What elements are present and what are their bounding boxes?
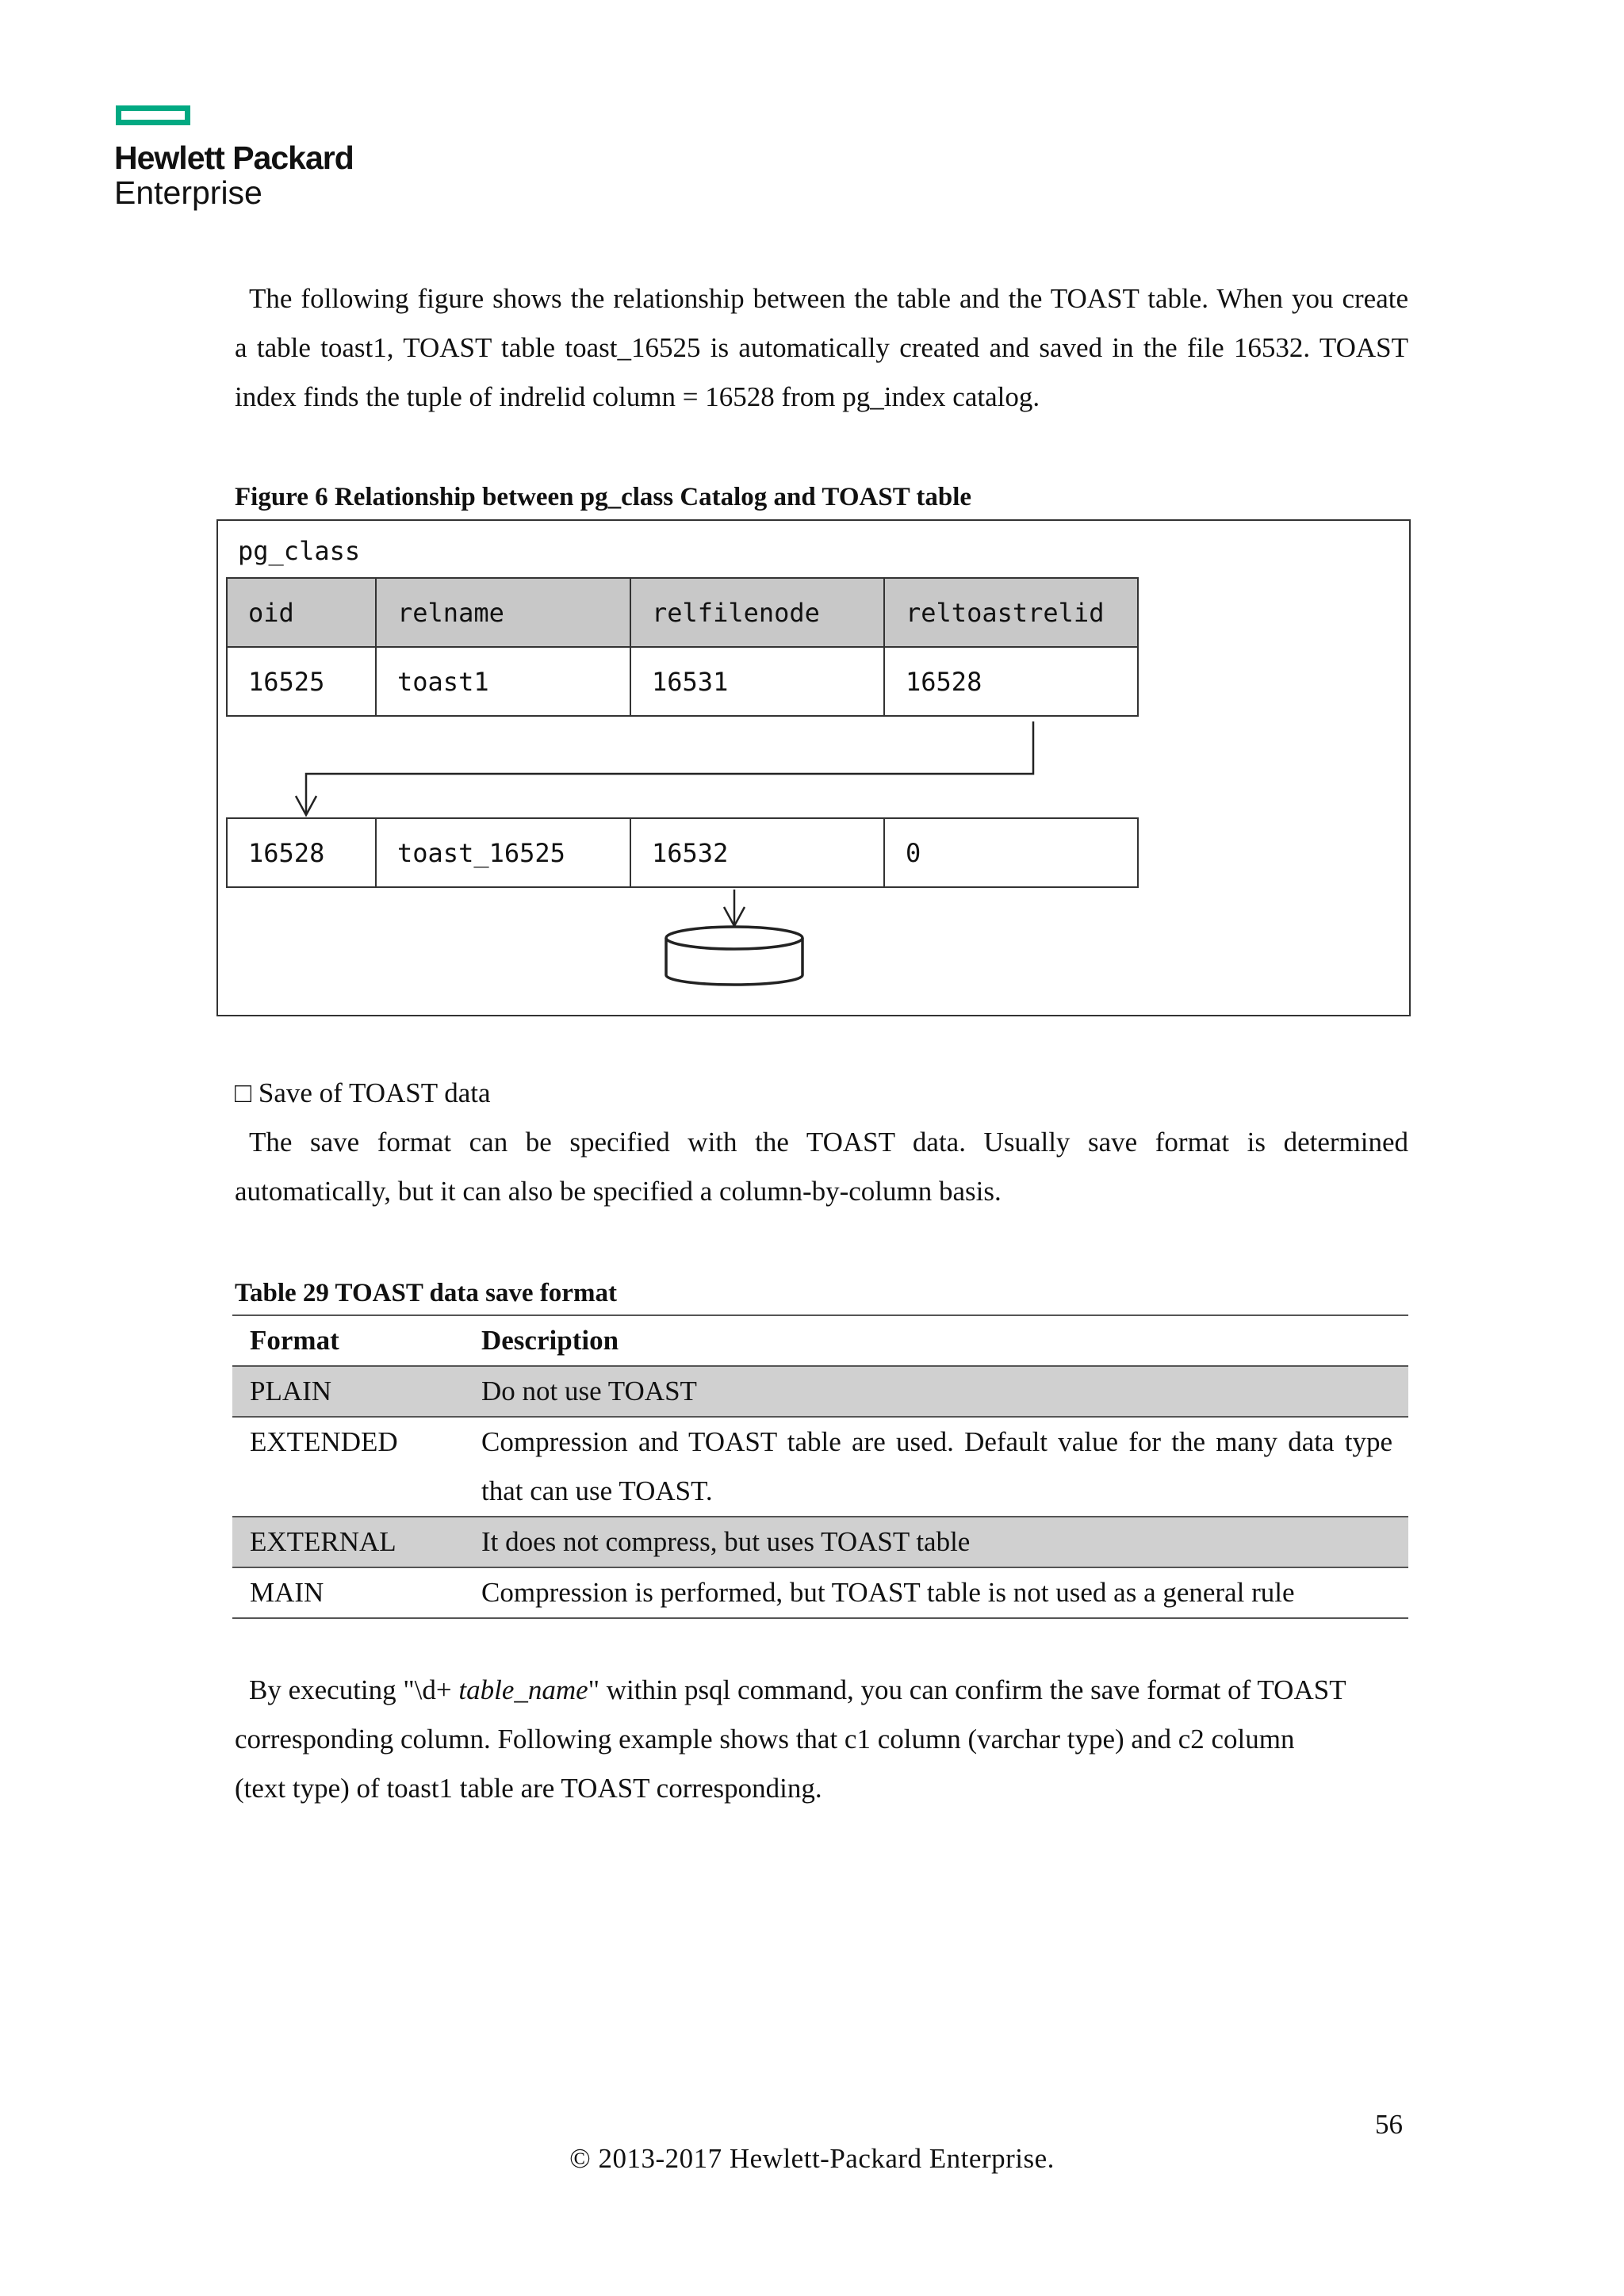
figure-label: pg_class	[238, 536, 361, 566]
database-cylinder-icon	[666, 927, 802, 985]
description-cell: It does not compress, but uses TOAST table	[464, 1517, 1408, 1567]
logo-text-line1: Hewlett Packard	[114, 140, 354, 176]
header-cell: relfilenode	[630, 578, 884, 647]
table-name-placeholder: table_name	[458, 1674, 588, 1705]
table-cell: 16528	[227, 818, 376, 887]
format-cell: PLAIN	[232, 1366, 464, 1417]
page-number: 56	[1375, 2109, 1403, 2140]
copyright-footer: © 2013-2017 Hewlett-Packard Enterprise.	[569, 2143, 1055, 2174]
description-cell: Do not use TOAST	[464, 1366, 1408, 1417]
description-cell: Compression and TOAST table are used. Default value for the many data type that can use TOAST.	[481, 1426, 1392, 1506]
section-line: automatically, but it can also be specified a column-by-column basis.	[235, 1176, 1002, 1207]
header-cell: Description	[481, 1325, 619, 1356]
header-cell: relname	[376, 578, 630, 647]
closing-paragraph	[235, 1666, 1408, 1813]
section-heading: □ Save of TOAST data	[235, 1077, 491, 1108]
table-row	[232, 1567, 1408, 1618]
table-cell: toast_16525	[376, 818, 630, 887]
save-section	[235, 1069, 1408, 1216]
table-row	[232, 1517, 1408, 1567]
logo-text-line2: Enterprise	[114, 174, 262, 211]
table-header-row	[232, 1315, 1408, 1366]
header-cell: oid	[227, 578, 376, 647]
format-cell: EXTERNAL	[232, 1517, 464, 1567]
intro-line: The following figure shows the relationship between the table and the TOAST table. When you create	[249, 283, 1408, 314]
format-cell: EXTENDED	[250, 1426, 398, 1457]
figure-caption: Figure 6 Relationship between pg_class Catalog and TOAST table	[235, 483, 972, 511]
intro-line: a table toast1, TOAST table toast_16525 is automatically created and saved in the file 16532. TOAST	[235, 332, 1408, 363]
table-row	[232, 1366, 1408, 1417]
closing-line-post: " within psql command, you can confirm the save format of TOAST	[588, 1674, 1346, 1705]
save-format-table	[232, 1314, 1408, 1619]
closing-line: corresponding column. Following example shows that c1 column (varchar type) and c2 column	[235, 1724, 1295, 1755]
reference-arrow-line	[306, 721, 1033, 815]
table-row	[232, 1417, 1408, 1517]
format-cell: MAIN	[250, 1577, 324, 1608]
section-line: The save format can be specified with the TOAST data. Usually save format is determined	[249, 1127, 1408, 1158]
header-cell: reltoastrelid	[884, 578, 1138, 647]
closing-line	[235, 1666, 1408, 1715]
table-cell: 16528	[884, 647, 1138, 716]
closing-line-pre: By executing "\d+	[249, 1674, 459, 1705]
header-cell: Format	[250, 1325, 339, 1356]
table-cell: 16532	[630, 818, 884, 887]
intro-line: index finds the tuple of indrelid column = 16528 from pg_index catalog.	[235, 381, 1040, 412]
table-cell: 16525	[227, 647, 376, 716]
closing-line: (text type) of toast1 table are TOAST corresponding.	[235, 1773, 822, 1804]
table-cell: 0	[884, 818, 1138, 887]
table-cell: toast1	[376, 647, 630, 716]
table-caption: Table 29 TOAST data save format	[235, 1279, 617, 1307]
table-cell: 16531	[630, 647, 884, 716]
description-cell: Compression is performed, but TOAST table is not used as a general rule	[481, 1577, 1295, 1608]
